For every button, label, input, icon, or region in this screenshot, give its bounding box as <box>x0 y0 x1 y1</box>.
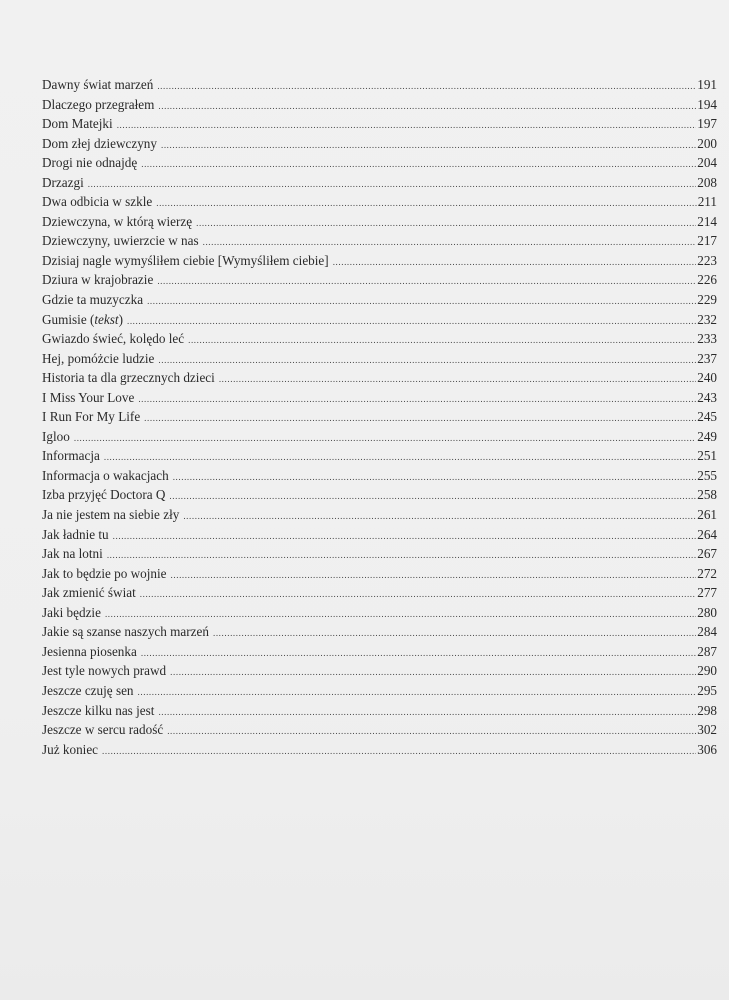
entry-title: Hej, pomóżcie ludzie <box>42 350 155 366</box>
dot-leader <box>88 175 696 195</box>
entry-title-italic: tekst <box>94 311 119 327</box>
entry-title: Dziewczyny, uwierzcie w nas <box>42 233 199 249</box>
entry-title: I Miss Your Love <box>42 389 135 405</box>
toc-entry <box>42 740 717 760</box>
toc-entry <box>42 349 717 369</box>
dot-leader <box>127 312 696 332</box>
dot-leader <box>213 624 696 644</box>
entry-page-number: 243 <box>697 389 717 405</box>
entry-title: Historia ta dla grzecznych dzieci <box>42 370 215 386</box>
dot-leader <box>138 390 696 410</box>
entry-page-number: 298 <box>697 702 717 718</box>
dot-leader <box>333 253 697 273</box>
toc-entry <box>42 525 717 545</box>
toc-entry <box>42 270 717 290</box>
entry-page-number: 249 <box>697 428 717 444</box>
toc-entry <box>42 603 717 623</box>
entry-title: Jak ładnie tu <box>42 526 109 542</box>
entry-title: Dzisiaj nagle wymyśliłem ciebie [Wymyśliłem ciebie] <box>42 252 329 268</box>
entry-title: Ja nie jestem na siebie zły <box>42 507 180 523</box>
entry-title: Jakie są szanse naszych marzeń <box>42 624 209 640</box>
toc-entry <box>42 173 717 193</box>
dot-leader <box>104 448 696 468</box>
dot-leader <box>171 566 697 586</box>
entry-title: Dom Matejki <box>42 116 113 132</box>
entry-title: Jeszcze czuję sen <box>42 682 134 698</box>
dot-leader <box>102 742 696 762</box>
entry-title: Jak zmienić świat <box>42 585 136 601</box>
entry-page-number: 233 <box>697 331 717 347</box>
entry-page-number: 251 <box>697 448 717 464</box>
dot-leader <box>140 585 696 605</box>
entry-title: Izba przyjęć Doctora Q <box>42 487 166 503</box>
toc-entry <box>42 329 717 349</box>
dot-leader <box>141 155 696 175</box>
entry-title: Jeszcze w sercu radość <box>42 722 164 738</box>
entry-title: Drogi nie odnajdę <box>42 155 138 171</box>
toc-entry <box>42 153 717 173</box>
entry-page-number: 245 <box>697 409 717 425</box>
entry-page-number: 194 <box>697 96 717 112</box>
entry-page-number: 272 <box>697 565 717 581</box>
entry-page-number: 237 <box>697 350 717 366</box>
entry-page-number: 280 <box>697 604 717 620</box>
toc-entry <box>42 466 717 486</box>
entry-page-number: 267 <box>697 546 717 562</box>
entry-page-number: 200 <box>697 135 717 151</box>
entry-page-number: 208 <box>697 174 717 190</box>
entry-title: Dom złej dziewczyny <box>42 135 157 151</box>
toc-entry <box>42 583 717 603</box>
entry-title: Gwiazdo świeć, kolędo leć <box>42 331 185 347</box>
entry-title: Dziura w krajobrazie <box>42 272 154 288</box>
entry-page-number: 240 <box>697 370 717 386</box>
entry-page-number: 290 <box>697 663 717 679</box>
toc-entry <box>42 485 717 505</box>
dot-leader <box>158 703 696 723</box>
entry-title: Gumisie (tekst) <box>42 311 123 327</box>
toc-entry <box>42 95 717 115</box>
toc-entry <box>42 212 717 232</box>
table-of-contents <box>42 75 717 759</box>
dot-leader <box>169 487 696 507</box>
dot-leader <box>147 292 696 312</box>
entry-page-number: 226 <box>697 272 717 288</box>
dot-leader <box>156 194 696 214</box>
entry-page-number: 264 <box>697 526 717 542</box>
dot-leader <box>158 97 696 117</box>
dot-leader <box>188 331 696 351</box>
toc-entry <box>42 114 717 134</box>
dot-leader <box>144 409 696 429</box>
entry-page-number: 287 <box>697 643 717 659</box>
entry-title: Drzazgi <box>42 174 84 190</box>
entry-title: Informacja o wakacjach <box>42 467 169 483</box>
entry-title: Już koniec <box>42 741 99 757</box>
toc-entry <box>42 290 717 310</box>
dot-leader <box>196 214 696 234</box>
entry-page-number: 197 <box>697 116 717 132</box>
entry-page-number: 261 <box>697 507 717 523</box>
toc-entry <box>42 544 717 564</box>
toc-entry <box>42 701 717 721</box>
toc-entry <box>42 192 717 212</box>
dot-leader <box>183 507 696 527</box>
entry-page-number: 232 <box>697 311 717 327</box>
dot-leader <box>158 351 696 371</box>
toc-entry <box>42 661 717 681</box>
dot-leader <box>173 468 697 488</box>
toc-entry <box>42 446 717 466</box>
toc-entry <box>42 75 717 95</box>
toc-entry <box>42 642 717 662</box>
entry-title: Dlaczego przegrałem <box>42 96 155 112</box>
toc-entry <box>42 134 717 154</box>
entry-title: Jak na lotni <box>42 546 103 562</box>
dot-leader <box>157 77 696 97</box>
entry-title: Dziewczyna, w którą wierzę <box>42 213 193 229</box>
entry-page-number: 306 <box>697 741 717 757</box>
toc-entry <box>42 505 717 525</box>
entry-title: Jest tyle nowych prawd <box>42 663 167 679</box>
dot-leader <box>113 527 697 547</box>
entry-title: Jesienna piosenka <box>42 643 137 659</box>
entry-title: Dawny świat marzeń <box>42 77 154 92</box>
dot-leader <box>141 644 696 664</box>
dot-leader <box>167 722 696 742</box>
entry-page-number: 217 <box>697 233 717 249</box>
entry-page-number: 284 <box>697 624 717 640</box>
dot-leader <box>157 272 696 292</box>
toc-entry <box>42 622 717 642</box>
dot-leader <box>170 663 696 683</box>
entry-page-number: 223 <box>697 252 717 268</box>
entry-title: Gdzie ta muzyczka <box>42 292 144 308</box>
toc-entry <box>42 427 717 447</box>
toc-entry <box>42 310 717 330</box>
entry-page-number: 255 <box>697 467 717 483</box>
entry-title: Jak to będzie po wojnie <box>42 565 167 581</box>
entry-page-number: 229 <box>697 292 717 308</box>
dot-leader <box>138 683 697 703</box>
entry-title: I Run For My Life <box>42 409 141 425</box>
entry-title: Dwa odbicia w szkle <box>42 194 153 210</box>
entry-page-number: 302 <box>697 722 717 738</box>
entry-title: Jaki będzie <box>42 604 101 620</box>
toc-entry <box>42 251 717 271</box>
dot-leader <box>117 116 697 136</box>
dot-leader <box>74 429 696 449</box>
toc-entry <box>42 681 717 701</box>
dot-leader <box>161 136 696 156</box>
entry-page-number: 277 <box>697 585 717 601</box>
dot-leader <box>219 370 696 390</box>
toc-entry <box>42 407 717 427</box>
dot-leader <box>107 546 696 566</box>
entry-page-number: 211 <box>697 194 717 210</box>
entry-title: Informacja <box>42 448 100 464</box>
entry-page-number: 191 <box>697 77 717 92</box>
toc-entry <box>42 720 717 740</box>
toc-entry <box>42 368 717 388</box>
entry-page-number: 214 <box>697 213 717 229</box>
entry-page-number: 258 <box>697 487 717 503</box>
toc-entry <box>42 231 717 251</box>
toc-entry <box>42 388 717 408</box>
entry-page-number: 204 <box>697 155 717 171</box>
entry-page-number: 295 <box>697 682 717 698</box>
toc-entry <box>42 564 717 584</box>
entry-title: Igloo <box>42 428 70 444</box>
entry-title: Jeszcze kilku nas jest <box>42 702 155 718</box>
